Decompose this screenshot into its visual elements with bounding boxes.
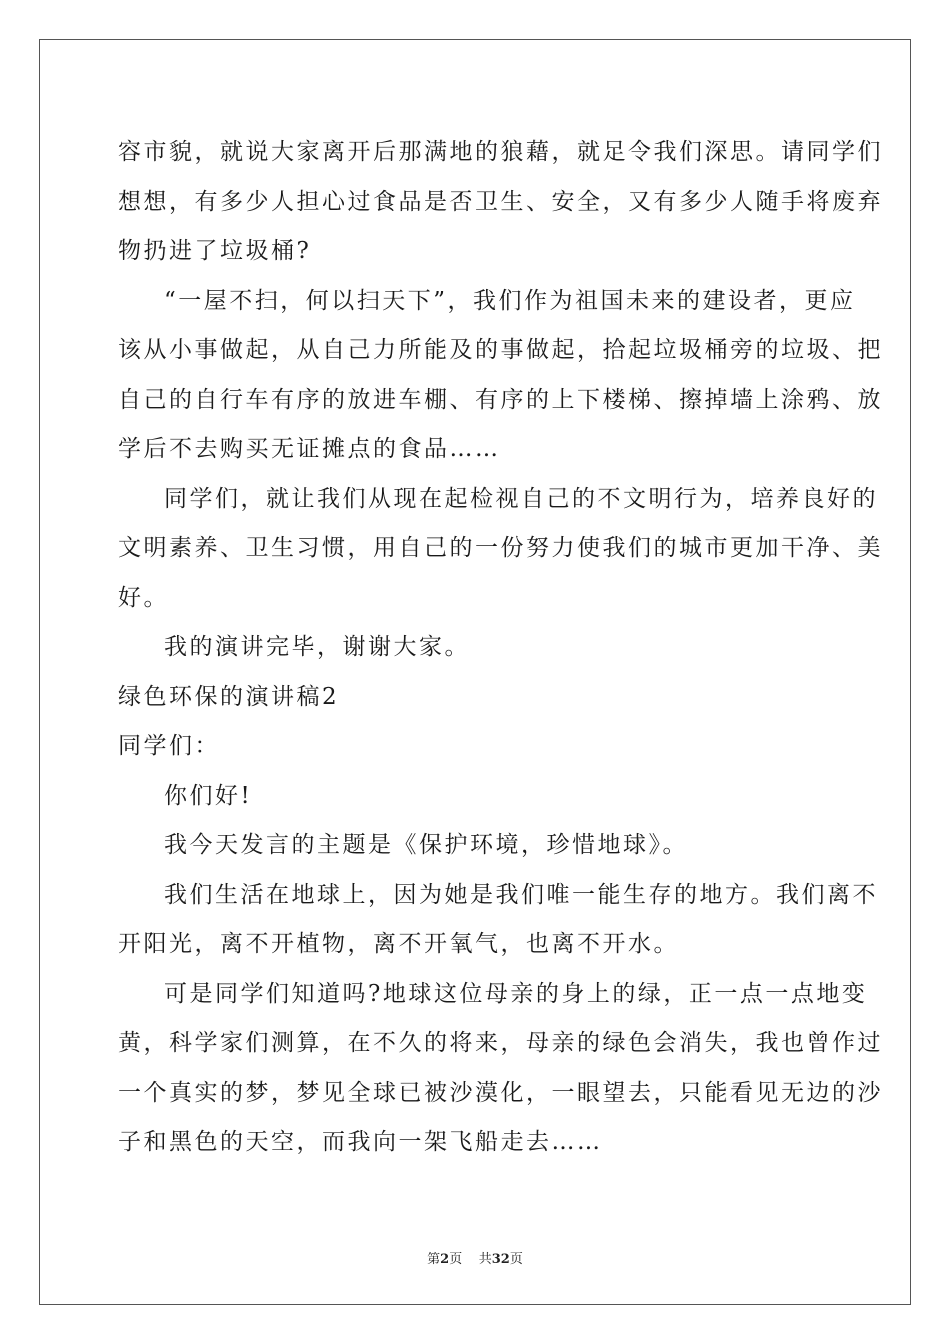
page-prefix: 第 (427, 1252, 441, 1267)
text-line: 容市貌，就说大家离开后那满地的狼藉，就足令我们深思。请同学们 (118, 139, 883, 165)
text-line: 好。 (118, 584, 169, 611)
text-line: 想想，有多少人担心过食品是否卫生、安全，又有多少人随手将废弃 (118, 188, 883, 215)
text-line: 子和黑色的天空，而我向一架飞船走去…… (118, 1129, 603, 1155)
page-number: 2 (440, 1252, 450, 1267)
text-line: 自己的自行车有序的放进车棚、有序的上下楼梯、擦掉墙上涂鸦、放 (118, 386, 883, 413)
page-suffix: 页 (449, 1252, 463, 1267)
text-line: 物扔进了垃圾桶? (118, 238, 312, 264)
text-line: 该从小事做起，从自己力所能及的事做起，拾起垃圾桶旁的垃圾、把 (118, 337, 883, 363)
paragraph-first-line: 我今天发言的主题是《保护环境，珍惜地球》。 (164, 832, 688, 858)
total-prefix: 共 (478, 1252, 492, 1267)
text-line: 开阳光，离不开植物，离不开氧气，也离不开水。 (118, 931, 679, 957)
section-heading: 绿色环保的演讲稿2 (118, 683, 340, 710)
text-line: 学后不去购买无证摊点的食品…… (118, 436, 501, 462)
text-line: 一个真实的梦，梦见全球已被沙漠化，一眼望去，只能看见无边的沙 (118, 1079, 883, 1106)
paragraph-first-line: 我的演讲完毕，谢谢大家。 (164, 634, 470, 660)
text-line: 黄，科学家们测算，在不久的将来，母亲的绿色会消失，我也曾作过 (118, 1030, 883, 1056)
paragraph-first-line: 我们生活在地球上，因为她是我们唯一能生存的地方。我们离不 (164, 881, 878, 908)
salutation: 同学们： (118, 733, 220, 759)
paragraph-first-line: 同学们，就让我们从现在起检视自己的不文明行为，培养良好的 (164, 485, 878, 512)
paragraph-first-line: “一屋不扫，何以扫天下”，我们作为祖国未来的建设者，更应 (164, 287, 856, 314)
page-footer (0, 1248, 950, 1267)
greeting: 你们好! (164, 782, 253, 809)
total-suffix: 页 (509, 1252, 523, 1267)
paragraph-first-line: 可是同学们知道吗?地球这位母亲的身上的绿，正一点一点地变 (164, 980, 868, 1007)
total-pages: 32 (491, 1252, 510, 1267)
text-line: 文明素养、卫生习惯，用自己的一份努力使我们的城市更加干净、美 (118, 535, 883, 561)
document-body (118, 128, 883, 1168)
